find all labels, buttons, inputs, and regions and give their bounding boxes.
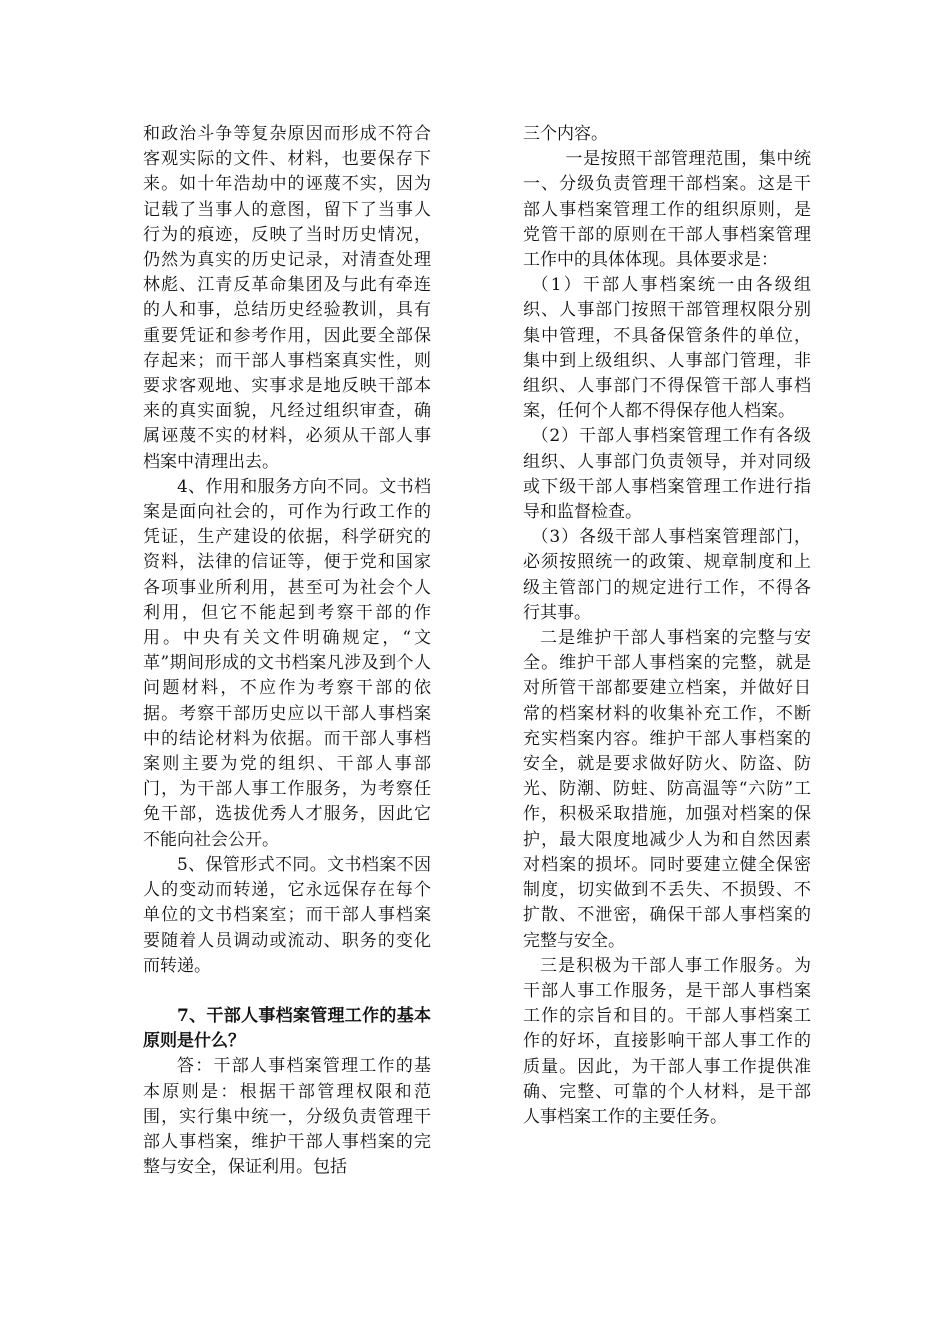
paragraph-three-contents: 三个内容。 — [523, 124, 608, 144]
paragraph-authenticity: 和政治斗争等复杂原因而形成不符合客观实际的文件、材料，也要保存下来。如十年浩劫中的诬蔑不实，因为记载了当事人的意图，留下了当事人行为的痕迹，反映了当时历史情况，仍然为真实的历史记录，对清查处理林彪、江青反革命集团及与此有牵连的人和事，总结历史经验教训，具有重要凭证和参考作用，因此要全部保存起来；而干部人事档案真实性，则要求客观地、实事求是地反映干部本来的真实面貌，凡经过组织审查，确属诬蔑不实的材料，必须从干部人事档案中清理出去。 — [143, 124, 431, 472]
paragraph-requirement-3: （3）各级干部人事档案管理部门，必须按照统一的政策、规章制度和上级主管部门的规定进行工作，不得各行其事。 — [523, 527, 811, 623]
paragraph-answer: 答：干部人事档案管理工作的基本原则是：根据干部管理权限和范围，实行集中统一，分级负责管理干部人事档案，维护干部人事档案的完整与安全，保证利用。包括 — [143, 1056, 431, 1178]
paragraph-function-difference: 4、作用和服务方向不同。文书档案是面向社会的，可作为行政工作的凭证，生产建设的依据，科学研究的资料，法律的信证等，便于党和国家各项事业所利用，甚至可为社会个人利用，但它不能起到考察干部的作用。中央有关文件明确规定，“文革”期间形成的文书档案凡涉及到个人问题材料，不应作为考察干部的依据。考察干部历史应以干部人事档案中的结论材料为依据。而干部人事档案则主要为党的组织、干部人事部门，为干部人事工作服务，为考察任免干部，选拔优秀人才服务，因此它不能向社会公开。 — [143, 476, 431, 850]
paragraph-storage-difference: 5、保管形式不同。文书档案不因人的变动而转递，它永远保存在每个单位的文书档案室；而干部人事档案要随着人员调动或流动、职务的变化而转递。 — [143, 854, 431, 976]
paragraph-requirement-1: （1）干部人事档案统一由各级组织、人事部门按照干部管理权限分别集中管理，不具备保管条件的单位，集中到上级组织、人事部门管理，非组织、人事部门不得保管干部人事档案，任何个人都不得保存他人档案。 — [523, 275, 811, 422]
left-column — [143, 122, 431, 1180]
paragraph-principle-two: 二是维护干部人事档案的完整与安全。维护干部人事档案的完整，就是对所管干部都要建立档案，并做好日常的档案材料的收集补充工作，不断充实档案内容。维护干部人事档案的安全，就是要求做好防火、防盗、防光、防潮、防蛀、防高温等“六防”工作，积极采取措施，加强对档案的保护，最大限度地减少人为和自然因素对档案的损坏。同时要建立健全保密制度，切实做到不丢失、不损毁、不扩散、不泄密，确保干部人事档案的完整与安全。 — [523, 628, 811, 951]
paragraph-requirement-2: （2）干部人事档案管理工作有各级组织、人事部门负责领导，并对同级或下级干部人事档案管理工作进行指导和监督检查。 — [523, 426, 811, 523]
spacer — [143, 979, 431, 1004]
question-heading: 7、干部人事档案管理工作的基本原则是什么？ — [143, 1005, 431, 1052]
paragraph-principle-one: 一是按照干部管理范围，集中统一、分级负责管理干部档案。这是干部人事档案管理工作的组织原则，是党管干部的原则在干部人事档案管理工作中的具体体现。具体要求是： — [523, 149, 811, 271]
right-column — [523, 122, 811, 1130]
paragraph-principle-three: 三是积极为干部人事工作服务。为干部人事工作服务，是干部人事档案工作的宗旨和目的。干部人事档案工作的好坏，直接影响干部人事工作的质量。因此，为干部人事工作提供准确、完整、可靠的个人材料，是干部人事档案工作的主要任务。 — [523, 955, 811, 1127]
